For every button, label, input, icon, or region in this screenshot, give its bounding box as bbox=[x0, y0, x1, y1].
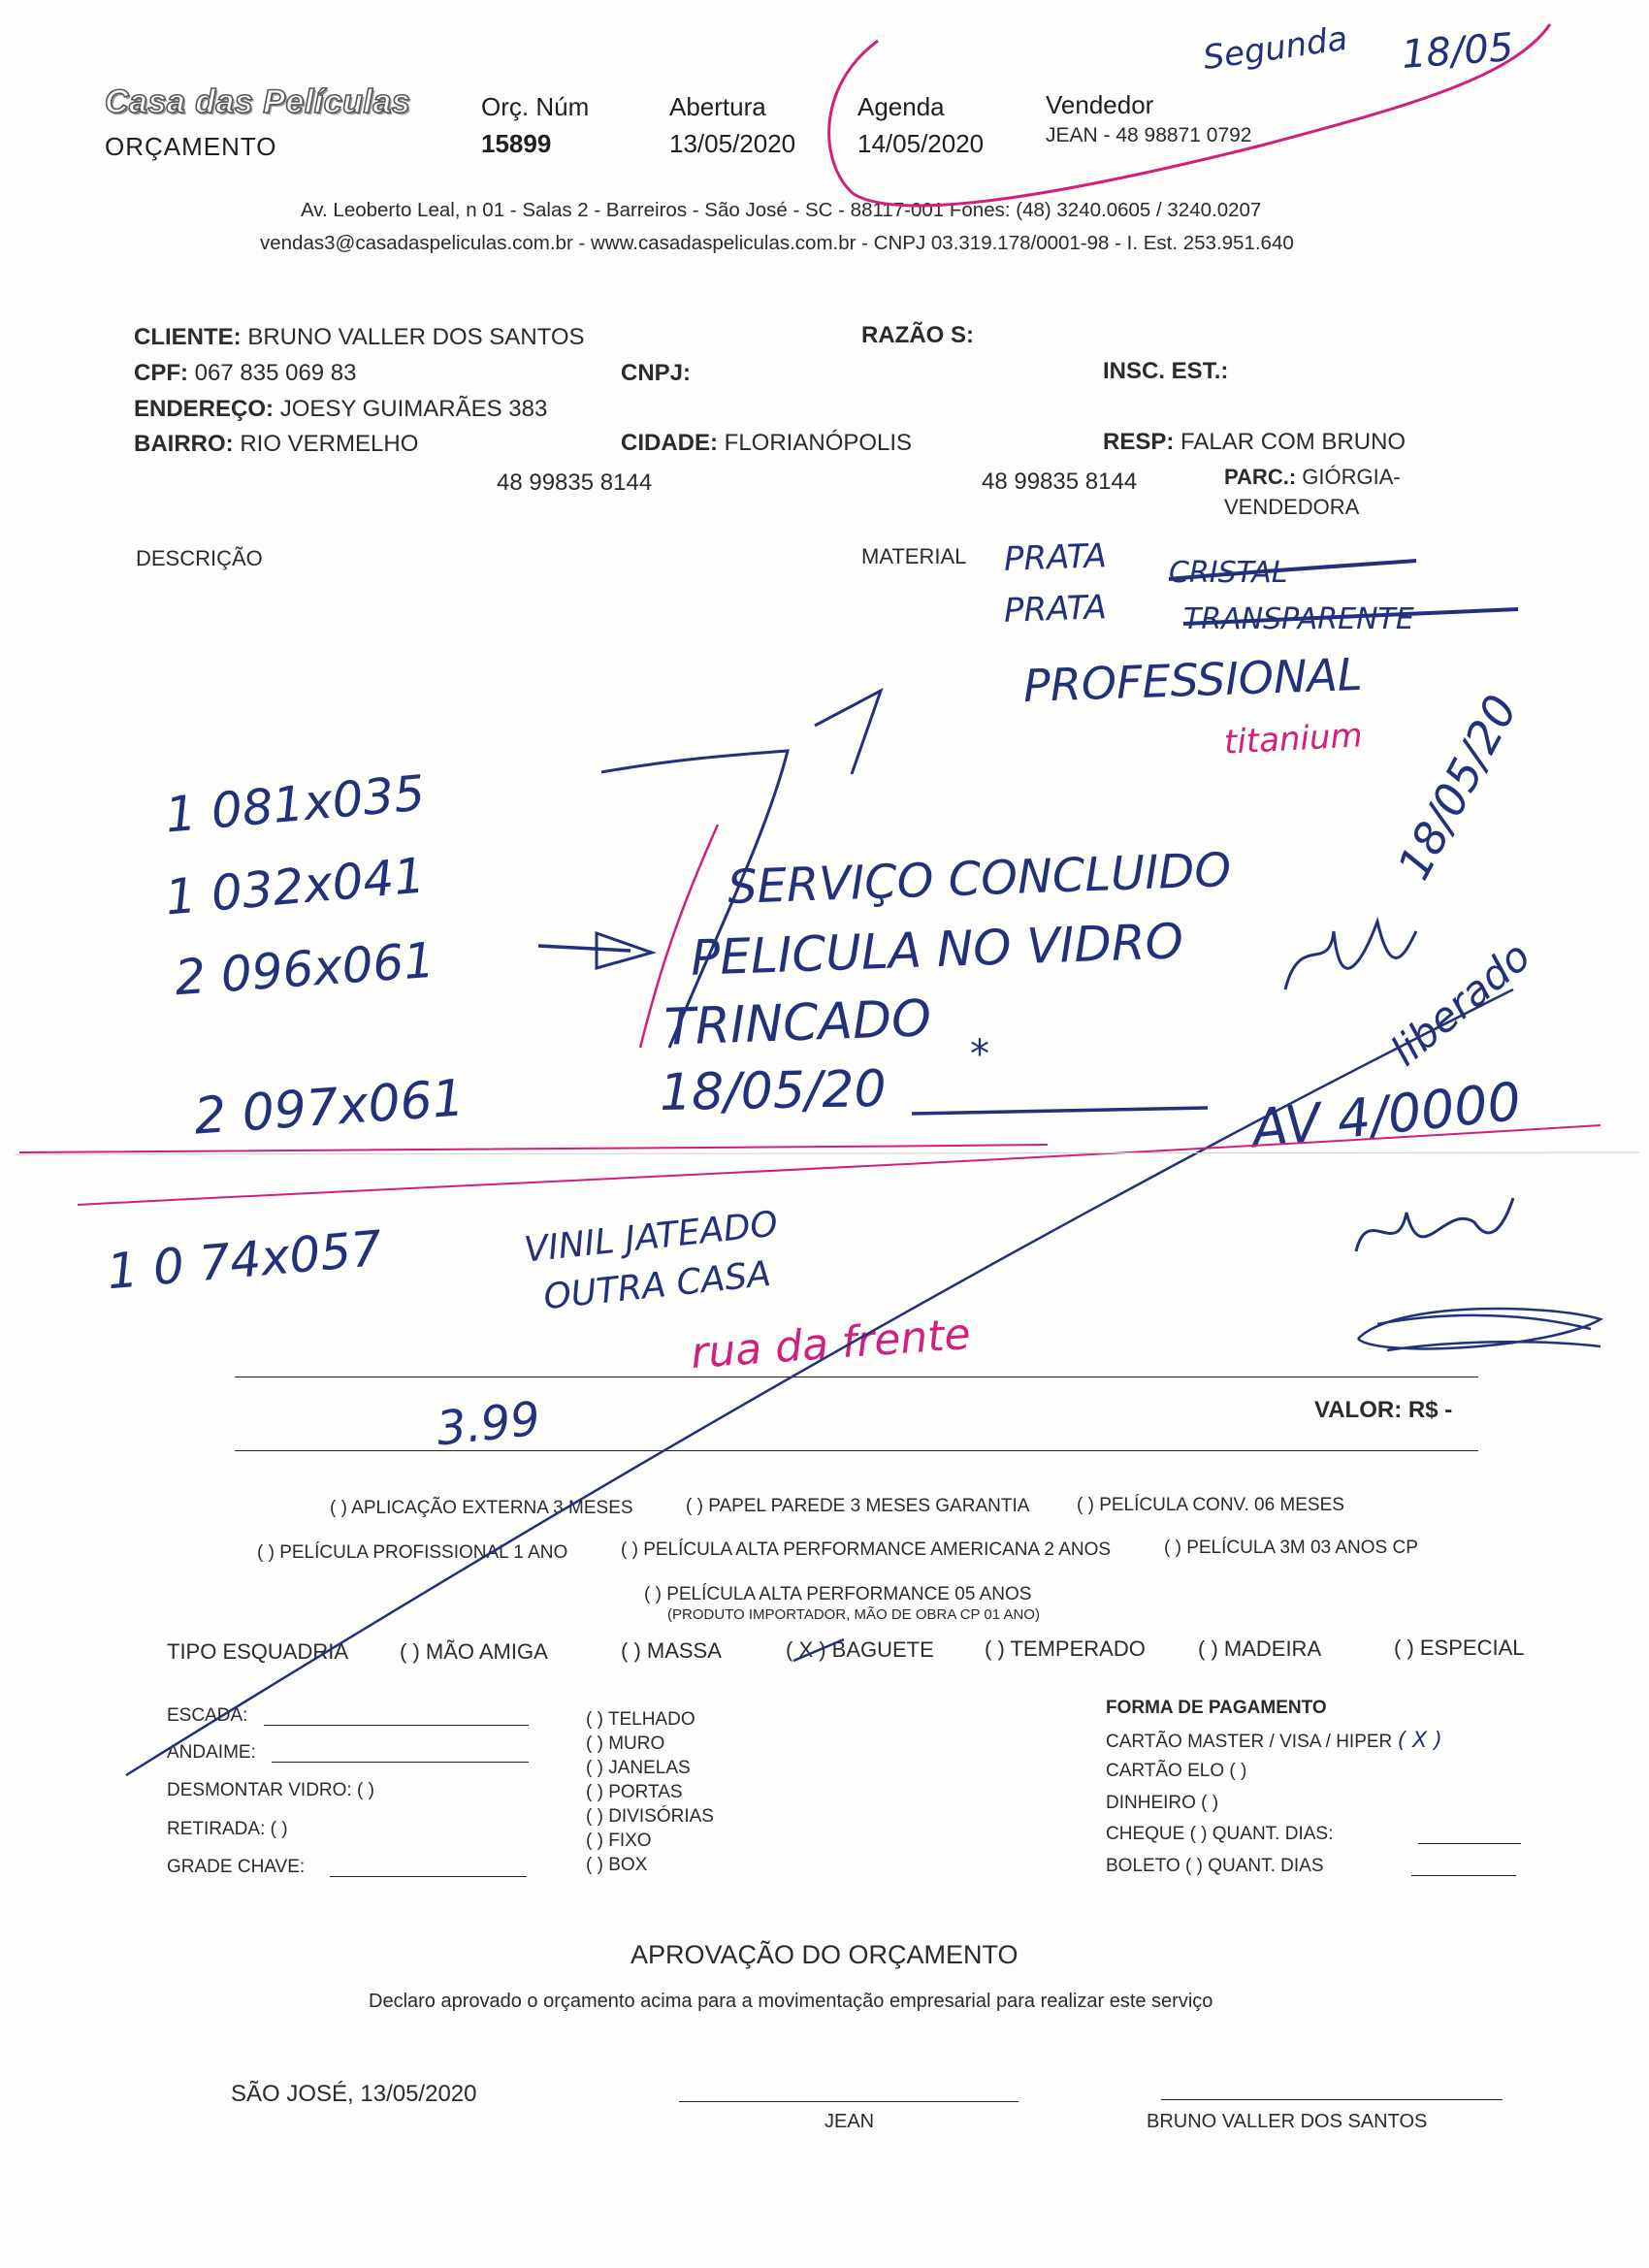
phone-2: 48 99835 8144 bbox=[982, 469, 1138, 495]
abertura-label: Abertura bbox=[669, 92, 766, 121]
hw-top-date: 18/05 bbox=[1400, 25, 1515, 78]
hw-asterisk: * bbox=[970, 1032, 989, 1077]
abertura-value: 13/05/2020 bbox=[669, 129, 796, 158]
vendedor-label: Vendedor bbox=[1046, 90, 1154, 119]
cliente-label: CLIENTE: bbox=[134, 324, 242, 350]
hw-note-3: TRINCADO bbox=[663, 989, 932, 1057]
location-janelas[interactable]: ( ) JANELAS bbox=[586, 1758, 691, 1778]
payment-master-visa-label: CARTÃO MASTER / VISA / HIPER bbox=[1106, 1732, 1393, 1752]
location-muro[interactable]: ( ) MURO bbox=[586, 1733, 665, 1754]
warranty-option-1[interactable]: ( ) APLICAÇÃO EXTERNA 3 MESES bbox=[330, 1498, 633, 1518]
hw-material-3: PROFESSIONAL bbox=[1022, 647, 1364, 713]
payment-boleto[interactable]: BOLETO ( ) QUANT. DIAS bbox=[1106, 1856, 1324, 1876]
bairro-label: BAIRRO: bbox=[134, 431, 234, 457]
resp-value: FALAR COM BRUNO bbox=[1180, 429, 1406, 455]
warranty-option-5[interactable]: ( ) PELÍCULA ALTA PERFORMANCE AMERICANA 2 ANOS bbox=[621, 1539, 1112, 1560]
hw-strike-word-1: CRISTAL bbox=[1169, 556, 1288, 590]
cidade-label: CIDADE: bbox=[621, 430, 718, 456]
company-address: Av. Leoberto Leal, n 01 - Salas 2 - Barreiros - São José - SC - 88117-001 Fones: (48) 3240.0605 / 3240.0207 bbox=[301, 199, 1262, 221]
location-fixo[interactable]: ( ) FIXO bbox=[586, 1831, 652, 1851]
esquadria-mao-amiga[interactable]: ( ) MÃO AMIGA bbox=[400, 1639, 548, 1664]
company-logo: Casa das Películas bbox=[105, 83, 411, 120]
esquadria-temperado[interactable]: ( ) TEMPERADO bbox=[985, 1636, 1146, 1661]
hw-item-3: 2 096x061 bbox=[173, 931, 436, 1007]
resp-label: RESP: bbox=[1103, 429, 1175, 455]
desmontar-vidro-option[interactable]: DESMONTAR VIDRO: ( ) bbox=[167, 1780, 374, 1800]
payment-elo[interactable]: CARTÃO ELO ( ) bbox=[1106, 1761, 1247, 1781]
agenda-label: Agenda bbox=[857, 92, 945, 121]
hw-top-day: Segunda bbox=[1200, 18, 1350, 79]
insc-est-label: INSC. EST.: bbox=[1103, 358, 1229, 384]
hw-item-2: 1 032x041 bbox=[162, 847, 428, 926]
warranty-option-7[interactable]: ( ) PELÍCULA ALTA PERFORMANCE 05 ANOS bbox=[644, 1584, 1032, 1604]
approval-title: APROVAÇÃO DO ORÇAMENTO bbox=[630, 1940, 1018, 1969]
location-portas[interactable]: ( ) PORTAS bbox=[586, 1782, 683, 1802]
payment-title: FORMA DE PAGAMENTO bbox=[1106, 1698, 1327, 1718]
cliente-value: BRUNO VALLER DOS SANTOS bbox=[247, 324, 585, 350]
location-divisorias[interactable]: ( ) DIVISÓRIAS bbox=[586, 1806, 714, 1827]
warranty-option-4[interactable]: ( ) PELÍCULA PROFISSIONAL 1 ANO bbox=[257, 1542, 568, 1563]
parc-value-1: GIÓRGIA- bbox=[1302, 465, 1401, 489]
payment-dinheiro[interactable]: DINHEIRO ( ) bbox=[1106, 1793, 1219, 1813]
hw-material-4: titanium bbox=[1223, 716, 1364, 762]
hw-material-1: PRATA bbox=[1003, 536, 1108, 579]
andaime-label: ANDAIME: bbox=[167, 1742, 256, 1763]
vendedor-value: JEAN - 48 98871 0792 bbox=[1046, 124, 1252, 146]
payment-cheque[interactable]: CHEQUE ( ) QUANT. DIAS: bbox=[1106, 1824, 1334, 1844]
hw-note-1: SERVIÇO CONCLUIDO bbox=[727, 842, 1233, 916]
valor-label: VALOR: R$ - bbox=[1314, 1397, 1453, 1423]
cnpj-label: CNPJ: bbox=[621, 360, 692, 386]
orc-num-label: Orç. Núm bbox=[481, 92, 590, 121]
hw-item-5: 1 0 74x057 bbox=[105, 1219, 385, 1301]
bairro-value: RIO VERMELHO bbox=[240, 431, 419, 457]
hw-item-4: 2 097x061 bbox=[192, 1069, 467, 1147]
esquadria-madeira[interactable]: ( ) MADEIRA bbox=[1198, 1636, 1322, 1661]
hw-av-value: AV 4/0000 bbox=[1248, 1070, 1524, 1160]
cpf-value: 067 835 069 83 bbox=[194, 360, 357, 386]
warranty-option-7-note: (PRODUTO IMPORTADOR, MÃO DE OBRA CP 01 ANO) bbox=[667, 1606, 1040, 1623]
signature-name-left: JEAN bbox=[824, 2111, 875, 2132]
esquadria-label: TIPO ESQUADRIA bbox=[167, 1639, 349, 1664]
hw-material-2: PRATA bbox=[1003, 588, 1108, 631]
hw-rua: rua da frente bbox=[689, 1309, 973, 1379]
hw-note-2: PELICULA NO VIDRO bbox=[690, 913, 1184, 987]
warranty-option-3[interactable]: ( ) PELÍCULA CONV. 06 MESES bbox=[1077, 1495, 1344, 1515]
hw-vinil-2: OUTRA CASA bbox=[541, 1253, 773, 1318]
hw-vinil-1: VINIL JATEADO bbox=[522, 1204, 780, 1271]
razao-label: RAZÃO S: bbox=[861, 322, 974, 348]
approval-text: Declaro aprovado o orçamento acima para a movimentação empresarial para realizar este serviço bbox=[369, 1991, 1213, 2012]
location-box[interactable]: ( ) BOX bbox=[586, 1855, 648, 1875]
escada-label: ESCADA: bbox=[167, 1705, 248, 1726]
company-contact: vendas3@casadaspeliculas.com.br - www.casadaspeliculas.com.br - CNPJ 03.319.178/0001-98 - I. Est. 253.951.640 bbox=[260, 232, 1294, 254]
parc-value-2: VENDEDORA bbox=[1224, 495, 1360, 519]
hw-sig-date: 18/05/20 bbox=[1387, 686, 1528, 889]
agenda-value: 14/05/2020 bbox=[857, 129, 985, 158]
parc-label: PARC.: bbox=[1224, 465, 1297, 489]
hw-note-date: 18/05/20 bbox=[659, 1059, 888, 1123]
phone-1: 48 99835 8144 bbox=[497, 470, 653, 496]
esquadria-baguete[interactable]: ( X ) BAGUETE bbox=[786, 1637, 934, 1662]
descricao-label: DESCRIÇÃO bbox=[136, 546, 263, 570]
document-type: ORÇAMENTO bbox=[105, 132, 277, 161]
orc-num-value: 15899 bbox=[481, 129, 552, 158]
retirada-option[interactable]: RETIRADA: ( ) bbox=[167, 1819, 288, 1839]
hw-amount: 3.99 bbox=[434, 1391, 543, 1457]
cpf-label: CPF: bbox=[134, 360, 188, 386]
location-telhado[interactable]: ( ) TELHADO bbox=[586, 1709, 695, 1730]
hw-liberado: liberado bbox=[1381, 931, 1539, 1076]
warranty-option-6[interactable]: ( ) PELÍCULA 3M 03 ANOS CP bbox=[1164, 1538, 1418, 1558]
endereco-value: JOESY GUIMARÃES 383 bbox=[279, 396, 548, 422]
hw-strike-word-2: TRANSPARENTE bbox=[1183, 602, 1414, 636]
endereco-label: ENDEREÇO: bbox=[134, 396, 275, 422]
esquadria-massa[interactable]: ( ) MASSA bbox=[621, 1638, 722, 1663]
hw-item-1: 1 081x035 bbox=[162, 764, 428, 844]
warranty-option-2[interactable]: ( ) PAPEL PAREDE 3 MESES GARANTIA bbox=[686, 1496, 1030, 1516]
cidade-value: FLORIANÓPOLIS bbox=[724, 430, 913, 456]
material-label: MATERIAL bbox=[861, 544, 967, 568]
payment-master-visa-mark: ( X ) bbox=[1397, 1729, 1442, 1753]
esquadria-especial[interactable]: ( ) ESPECIAL bbox=[1394, 1636, 1525, 1660]
grade-chave-label: GRADE CHAVE: bbox=[167, 1857, 306, 1877]
place-date: SÃO JOSÉ, 13/05/2020 bbox=[231, 2081, 477, 2107]
signature-name-right: BRUNO VALLER DOS SANTOS bbox=[1147, 2111, 1428, 2132]
